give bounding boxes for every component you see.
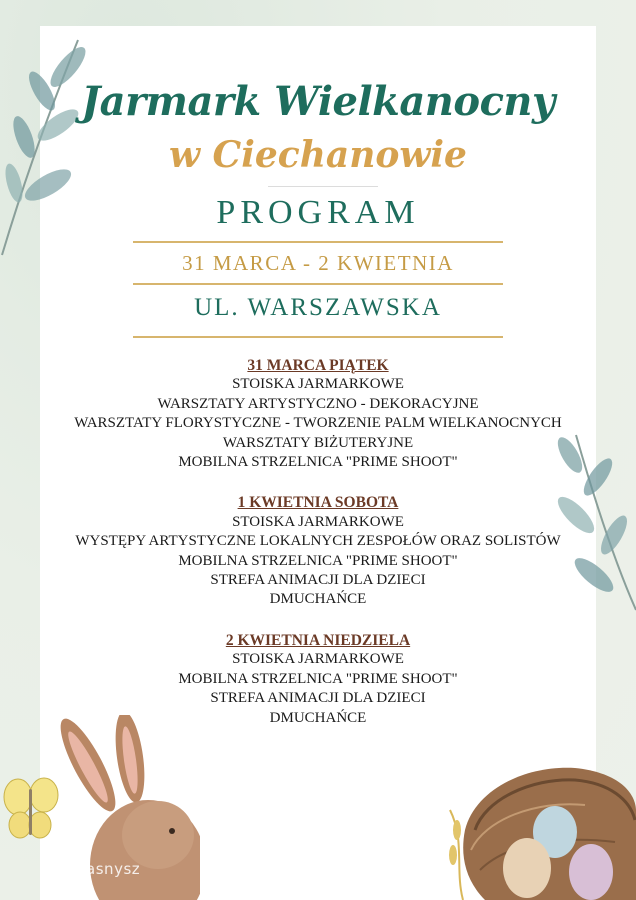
schedule-item: STOISKA JARMARKOWE	[232, 651, 404, 668]
schedule-item: DMUCHAŃCE	[269, 591, 367, 608]
divider	[133, 241, 503, 243]
schedule-item: WARSZTATY BIŻUTERYJNE	[222, 434, 414, 451]
event-location-title: w Ciechanowie	[169, 134, 467, 176]
divider	[133, 283, 503, 285]
schedule-item: WARSZTATY ARTYSTYCZNO - DEKORACYJNE	[157, 395, 479, 412]
schedule-item: WYSTĘPY ARTYSTYCZNE LOKALNYCH ZESPOŁÓW ORAZ SOLISTÓW	[75, 533, 561, 550]
day-block	[0, 631, 636, 728]
schedule-item: STREFA ANIMACJI DLA DZIECI	[210, 690, 426, 707]
event-dates: 31 MARCA - 2 KWIETNIA	[182, 251, 454, 275]
event-title: Jarmark Wielkanocny	[81, 78, 555, 125]
divider	[268, 186, 378, 187]
event-street: UL. WARSZAWSKA	[194, 294, 442, 321]
schedule-item: STREFA ANIMACJI DLA DZIECI	[210, 572, 426, 589]
day-heading: 31 MARCA PIĄTEK	[247, 357, 389, 374]
schedule-item: DMUCHAŃCE	[269, 709, 367, 726]
butterfly-icon	[0, 775, 62, 850]
schedule-item: STOISKA JARMARKOWE	[232, 513, 404, 530]
day-heading: 2 KWIETNIA NIEDZIELA	[225, 631, 411, 649]
day-heading: 1 KWIETNIA SOBOTA	[237, 494, 399, 512]
divider	[133, 336, 503, 338]
schedule-item: MOBILNA STRZELNICA "PRIME SHOOT"	[178, 552, 458, 569]
program-heading: PROGRAM	[216, 194, 420, 231]
day-block	[0, 356, 636, 472]
schedule-item: STOISKA JARMARKOWE	[232, 376, 404, 393]
day-block	[0, 493, 636, 609]
schedule-item: MOBILNA STRZELNICA "PRIME SHOOT"	[178, 670, 458, 687]
schedule	[0, 356, 636, 749]
schedule-item: WARSZTATY FLORYSTYCZNE - TWORZENIE PALM WIELKANOCNYCH	[74, 415, 562, 432]
schedule-item: MOBILNA STRZELNICA "PRIME SHOOT"	[178, 454, 458, 471]
nest-with-eggs-icon	[445, 750, 636, 900]
watermark: ePrzasnysz	[52, 860, 141, 878]
